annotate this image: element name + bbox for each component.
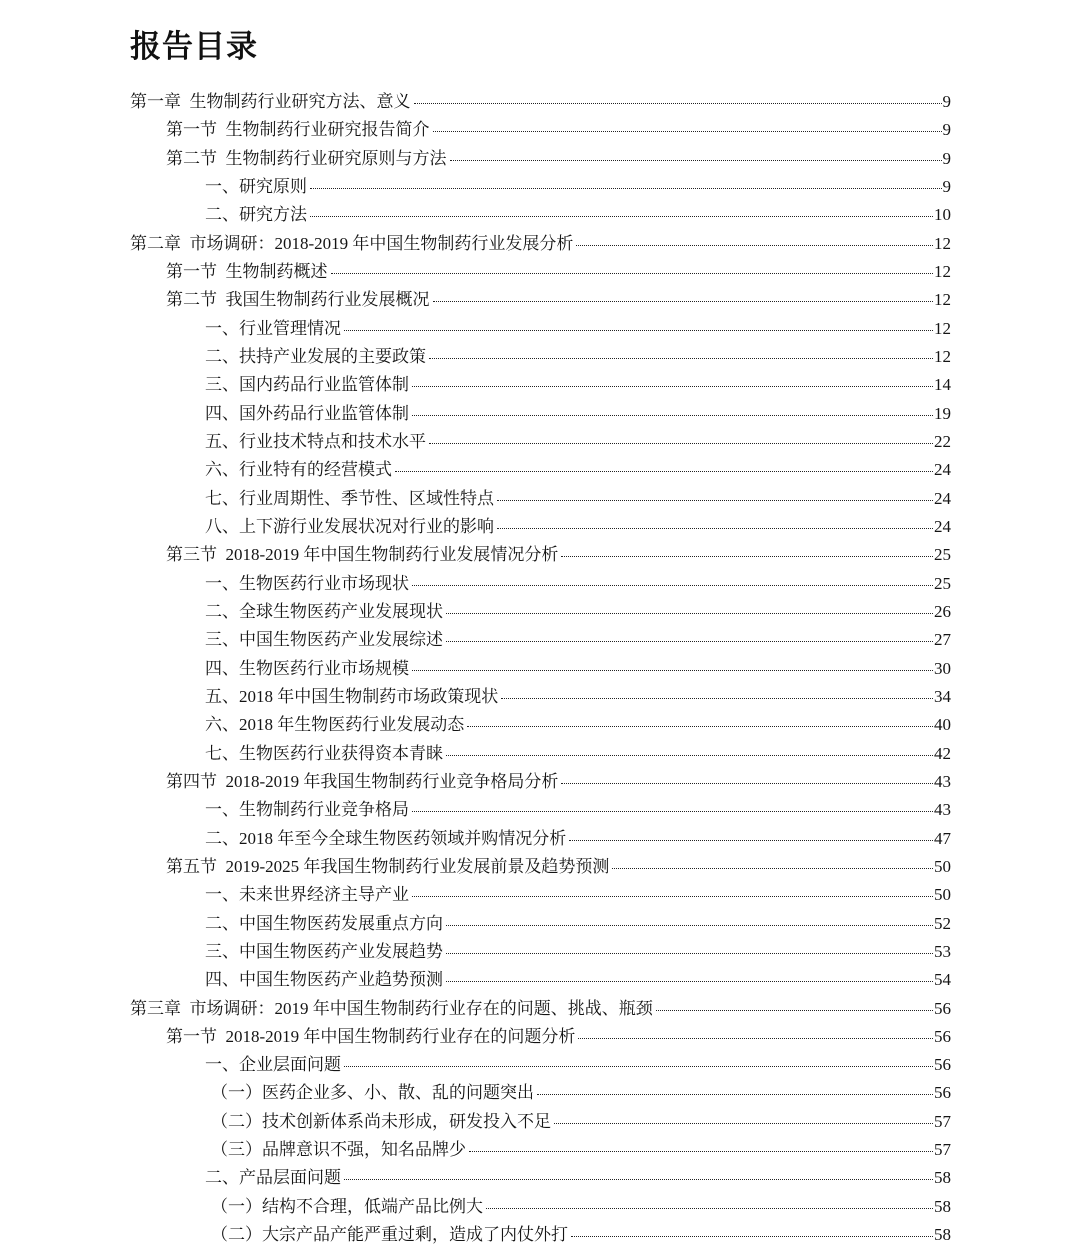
toc-entry[interactable] (0, 683, 1080, 711)
toc-entry-page-number: 57 (934, 1111, 951, 1131)
toc-leader-dots (469, 1134, 933, 1152)
toc-leader-dots (446, 936, 933, 954)
toc-entry[interactable] (0, 1193, 1080, 1221)
toc-entry-title: 一、研究原则 (205, 176, 307, 196)
toc-entry-page-number: 12 (934, 261, 951, 281)
toc-leader-dots (412, 398, 933, 416)
toc-entry-page-number: 12 (934, 318, 951, 338)
toc-entry-title: 二、中国生物医药发展重点方向 (205, 913, 443, 933)
toc-entry-title: 二、扶持产业发展的主要政策 (205, 346, 426, 366)
toc-entry[interactable] (0, 768, 1080, 796)
toc-entry[interactable] (0, 1079, 1080, 1107)
toc-entry-page-number: 50 (934, 856, 951, 876)
toc-entry[interactable] (0, 853, 1080, 881)
toc-entry-title: （一）医药企业多、小、散、乱的问题突出 (211, 1083, 534, 1103)
toc-entry-page-number: 25 (934, 573, 951, 593)
toc-entry-page-number: 43 (934, 771, 951, 791)
toc-entry-title: 二、产品层面问题 (205, 1168, 341, 1188)
toc-leader-dots (446, 964, 933, 982)
toc-entry-page-number: 53 (934, 941, 951, 961)
toc-entry-page-number: 26 (934, 601, 951, 621)
toc-entry[interactable] (0, 286, 1080, 314)
toc-entry-page-number: 9 (942, 148, 951, 168)
toc-entry[interactable] (0, 626, 1080, 654)
toc-entry[interactable] (0, 598, 1080, 626)
toc-entry-page-number: 47 (934, 828, 951, 848)
toc-entry-page-number: 30 (934, 658, 951, 678)
toc-entry[interactable] (0, 1136, 1080, 1164)
toc-leader-dots (554, 1106, 933, 1124)
toc-leader-dots (412, 653, 933, 671)
toc-entry-title: 四、国外药品行业监管体制 (205, 403, 409, 423)
toc-leader-dots (446, 624, 933, 642)
toc-leader-dots (446, 596, 933, 614)
toc-leader-dots (446, 908, 933, 926)
toc-entry[interactable] (0, 541, 1080, 569)
toc-entry-title: 四、中国生物医药产业趋势预测 (205, 970, 443, 990)
toc-entry[interactable] (0, 570, 1080, 598)
toc-entry[interactable] (0, 1164, 1080, 1192)
toc-entry-title: 八、上下游行业发展状况对行业的影响 (205, 516, 494, 536)
toc-entry-page-number: 12 (934, 233, 951, 253)
toc-entry-title: 第一章 生物制药行业研究方法、意义 (130, 92, 411, 111)
toc-entry-page-number: 42 (934, 743, 951, 763)
toc-entry-title: 一、生物医药行业市场现状 (205, 573, 409, 593)
toc-entry[interactable] (0, 173, 1080, 201)
toc-leader-dots (310, 171, 942, 189)
toc-entry-title: 五、行业技术特点和技术水平 (205, 431, 426, 451)
toc-entry[interactable] (0, 343, 1080, 371)
toc-entry-page-number: 50 (934, 885, 951, 905)
toc-leader-dots (497, 511, 933, 529)
toc-entry-title: 第一节 生物制药概述 (166, 261, 328, 281)
toc-entry[interactable] (0, 910, 1080, 938)
toc-entry-page-number: 58 (934, 1196, 951, 1216)
toc-entry-page-number: 57 (934, 1140, 951, 1160)
toc-entry-page-number: 9 (942, 120, 951, 140)
toc-leader-dots (501, 681, 933, 699)
toc-leader-dots (412, 879, 933, 897)
toc-entry-title: 第二章 市场调研：2018-2019 年中国生物制药行业发展分析 (130, 233, 574, 253)
toc-leader-dots (576, 228, 933, 246)
toc-entry-page-number: 24 (934, 460, 951, 480)
toc-entry-title: 二、全球生物医药产业发展现状 (205, 601, 443, 621)
toc-leader-dots (412, 369, 933, 387)
toc-leader-dots (412, 794, 933, 812)
toc-entry[interactable] (0, 881, 1080, 909)
toc-leader-dots (486, 1191, 933, 1209)
toc-entry-page-number: 10 (934, 205, 951, 225)
toc-entry-page-number: 43 (934, 800, 951, 820)
toc-leader-dots (412, 568, 933, 586)
toc-entry-title: 二、研究方法 (205, 205, 307, 225)
toc-entry[interactable] (0, 400, 1080, 428)
toc-entry-page-number: 56 (934, 1055, 951, 1075)
toc-leader-dots (344, 1162, 933, 1180)
toc-entry-title: 一、行业管理情况 (205, 318, 341, 338)
toc-leader-dots (331, 256, 934, 274)
toc-entry[interactable] (0, 938, 1080, 966)
toc-entry-page-number: 9 (942, 176, 951, 196)
toc-leader-dots (571, 1219, 933, 1237)
toc-entry-title: 第一节 生物制药行业研究报告简介 (166, 120, 430, 140)
toc-entry[interactable] (0, 258, 1080, 286)
toc-entry-title: 七、生物医药行业获得资本青睐 (205, 743, 443, 763)
table-of-contents (0, 88, 1080, 1249)
toc-entry-title: 第二节 生物制药行业研究原则与方法 (166, 148, 447, 168)
toc-entry[interactable] (0, 485, 1080, 513)
toc-entry-title: 第二节 我国生物制药行业发展概况 (166, 290, 430, 310)
toc-entry[interactable] (0, 1108, 1080, 1136)
toc-entry-page-number: 40 (934, 715, 951, 735)
toc-entry-page-number: 24 (934, 488, 951, 508)
toc-leader-dots (537, 1077, 933, 1095)
toc-entry[interactable] (0, 371, 1080, 399)
toc-entry[interactable] (0, 966, 1080, 994)
toc-leader-dots (429, 426, 933, 444)
toc-entry-page-number: 56 (934, 998, 951, 1018)
toc-entry[interactable] (0, 1221, 1080, 1249)
toc-entry-title: 六、2018 年生物医药行业发展动态 (205, 715, 465, 735)
toc-entry-page-number: 58 (934, 1225, 951, 1245)
toc-entry[interactable] (0, 513, 1080, 541)
toc-leader-dots (446, 738, 933, 756)
toc-leader-dots (561, 766, 933, 784)
toc-leader-dots (450, 143, 942, 161)
toc-entry-title: 三、国内药品行业监管体制 (205, 375, 409, 395)
toc-entry-page-number: 25 (934, 545, 951, 565)
toc-leader-dots (569, 823, 933, 841)
toc-leader-dots (433, 114, 942, 132)
toc-entry-title: （三）品牌意识不强，知名品牌少 (211, 1140, 466, 1160)
toc-entry-page-number: 52 (934, 913, 951, 933)
toc-entry[interactable] (0, 1023, 1080, 1051)
toc-entry-page-number: 12 (934, 290, 951, 310)
toc-leader-dots (429, 341, 933, 359)
toc-entry-title: （二）大宗产品产能严重过剩，造成了内仗外打 (211, 1225, 568, 1245)
toc-entry-title: 七、行业周期性、季节性、区域性特点 (205, 488, 494, 508)
toc-entry-page-number: 58 (934, 1168, 951, 1188)
toc-leader-dots (656, 993, 933, 1011)
toc-entry-page-number: 19 (934, 403, 951, 423)
toc-entry-title: 一、未来世界经济主导产业 (205, 885, 409, 905)
toc-entry[interactable] (0, 456, 1080, 484)
toc-entry-title: 三、中国生物医药产业发展趋势 (205, 941, 443, 961)
toc-entry-title: 第一节 2018-2019 年中国生物制药行业存在的问题分析 (166, 1026, 576, 1046)
toc-entry[interactable] (0, 1051, 1080, 1079)
toc-entry-page-number: 56 (934, 1083, 951, 1103)
toc-entry-page-number: 54 (934, 970, 951, 990)
toc-entry-title: 第五节 2019-2025 年我国生物制药行业发展前景及趋势预测 (166, 856, 610, 876)
toc-entry[interactable] (0, 230, 1080, 258)
toc-entry-page-number: 22 (934, 431, 951, 451)
toc-entry-title: 第四节 2018-2019 年我国生物制药行业竞争格局分析 (166, 771, 559, 791)
toc-entry-page-number: 14 (934, 375, 951, 395)
toc-leader-dots (467, 709, 933, 727)
toc-entry-page-number: 12 (934, 346, 951, 366)
toc-entry-title: 二、2018 年至今全球生物医药领域并购情况分析 (205, 828, 567, 848)
toc-leader-dots (344, 313, 933, 331)
toc-entry[interactable] (0, 116, 1080, 144)
toc-entry[interactable] (0, 315, 1080, 343)
toc-leader-dots (395, 454, 933, 472)
toc-entry[interactable] (0, 995, 1080, 1023)
toc-entry[interactable] (0, 201, 1080, 229)
toc-entry[interactable] (0, 711, 1080, 739)
toc-entry-title: （二）技术创新体系尚未形成，研发投入不足 (211, 1111, 551, 1131)
toc-entry[interactable] (0, 145, 1080, 173)
toc-entry-page-number: 34 (934, 686, 951, 706)
toc-leader-dots (578, 1021, 933, 1039)
toc-entry[interactable] (0, 655, 1080, 683)
toc-leader-dots (433, 284, 934, 302)
toc-entry[interactable] (0, 825, 1080, 853)
toc-entry-title: 一、生物制药行业竞争格局 (205, 800, 409, 820)
toc-entry-title: 三、中国生物医药产业发展综述 (205, 630, 443, 650)
toc-entry-page-number: 24 (934, 516, 951, 536)
toc-leader-dots (310, 199, 933, 217)
toc-entry[interactable] (0, 428, 1080, 456)
toc-entry-title: 一、企业层面问题 (205, 1055, 341, 1075)
toc-leader-dots (612, 851, 933, 869)
toc-entry-page-number: 9 (942, 92, 951, 111)
toc-entry-title: （一）结构不合理，低端产品比例大 (211, 1196, 483, 1216)
toc-entry[interactable] (0, 88, 1080, 116)
page-title: 报告目录 (130, 28, 258, 65)
toc-entry-title: 六、行业特有的经营模式 (205, 460, 392, 480)
toc-leader-dots (497, 483, 933, 501)
toc-leader-dots (561, 539, 933, 557)
toc-entry-title: 第三节 2018-2019 年中国生物制药行业发展情况分析 (166, 545, 559, 565)
toc-entry[interactable] (0, 796, 1080, 824)
toc-entry-page-number: 56 (934, 1026, 951, 1046)
toc-leader-dots (414, 86, 942, 104)
toc-entry-page-number: 27 (934, 630, 951, 650)
toc-entry-title: 第三章 市场调研：2019 年中国生物制药行业存在的问题、挑战、瓶颈 (130, 998, 653, 1018)
toc-entry-title: 五、2018 年中国生物制药市场政策现状 (205, 686, 499, 706)
toc-entry-title: 四、生物医药行业市场规模 (205, 658, 409, 678)
toc-leader-dots (344, 1049, 933, 1067)
toc-entry[interactable] (0, 740, 1080, 768)
